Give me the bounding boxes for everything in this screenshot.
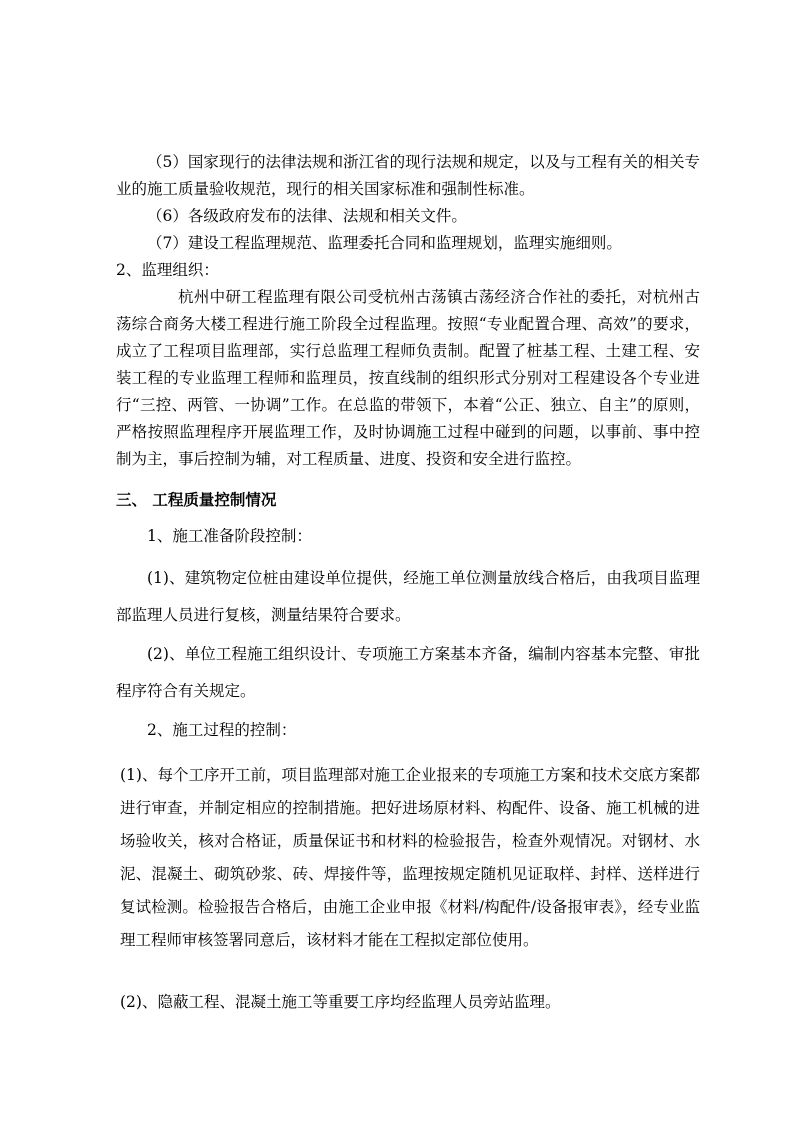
paragraph-basis-7: （7）建设工程监理规范、监理委托合同和监理规划，监理实施细则。 xyxy=(147,234,622,252)
subheading-preparation-stage: 1、施工准备阶段控制： xyxy=(147,527,312,545)
paragraph-process-1: (1)、每个工序开工前，项目监理部对施工企业报来的专项施工方案和技术交底方案都进行审查，并制定相应的控制措施。把好进场原材料、构配件、设备、施工机械的进场验收关，核对合格证，质量保证书和材料的检验报告，检查外观情况。对钢材、水泥、混凝土、砌筑砂浆、砖、焊接件等，监理按规定随机见证取样、封样、送样进行复试检测。检验报告合格后，由施工企业申报《材料/构配件/设备报审表》，经专业监理工程师审核签署同意后，该材料才能在工程拟定部位使用。 xyxy=(120,766,700,949)
section-heading-quality-control: 三、 工程质量控制情况 xyxy=(116,490,277,509)
section-heading-organization: 2、监理组织： xyxy=(116,261,219,279)
paragraph-process-2: (2)、隐蔽工程、混凝土施工等重要工序均经监理人员旁站监理。 xyxy=(120,993,561,1011)
subheading-construction-process: 2、施工过程的控制： xyxy=(147,721,297,739)
paragraph-prep-1: (1)、建筑物定位桩由建设单位提供，经施工单位测量放线合格后，由我项目监理部监理人员进行复核，测量结果符合要求。 xyxy=(116,569,700,624)
paragraph-basis-6: （6）各级政府发布的法律、法规和相关文件。 xyxy=(147,207,467,225)
paragraph-basis-5: （5）国家现行的法律法规和浙江省的现行法规和规定，以及与工程有关的相关专业的施工质量验收规范，现行的相关国家标准和强制性标准。 xyxy=(116,153,700,198)
paragraph-prep-2: (2)、单位工程施工组织设计、专项施工方案基本齐备，编制内容基本完整、审批程序符合有关规定。 xyxy=(116,645,700,700)
paragraph-organization: 杭州中研工程监理有限公司受杭州古荡镇古荡经济合作社的委托，对杭州古荡综合商务大楼工程进行施工阶段全过程监理。按照“专业配置合理、高效”的要求，成立了工程项目监理部，实行总监理工程师负责制。配置了桩基工程、土建工程、安装工程的专业监理工程师和监理员，按直线制的组织形式分别对工程建设各个专业进行“三控、两管、一协调”工作。在总监的带领下，本着“公正、独立、自主”的原则，严格按照监理程序开展监理工作，及时协调施工过程中碰到的问题，以事前、事中控制为主，事后控制为辅，对工程质量、进度、投资和安全进行监控。 xyxy=(116,288,700,468)
